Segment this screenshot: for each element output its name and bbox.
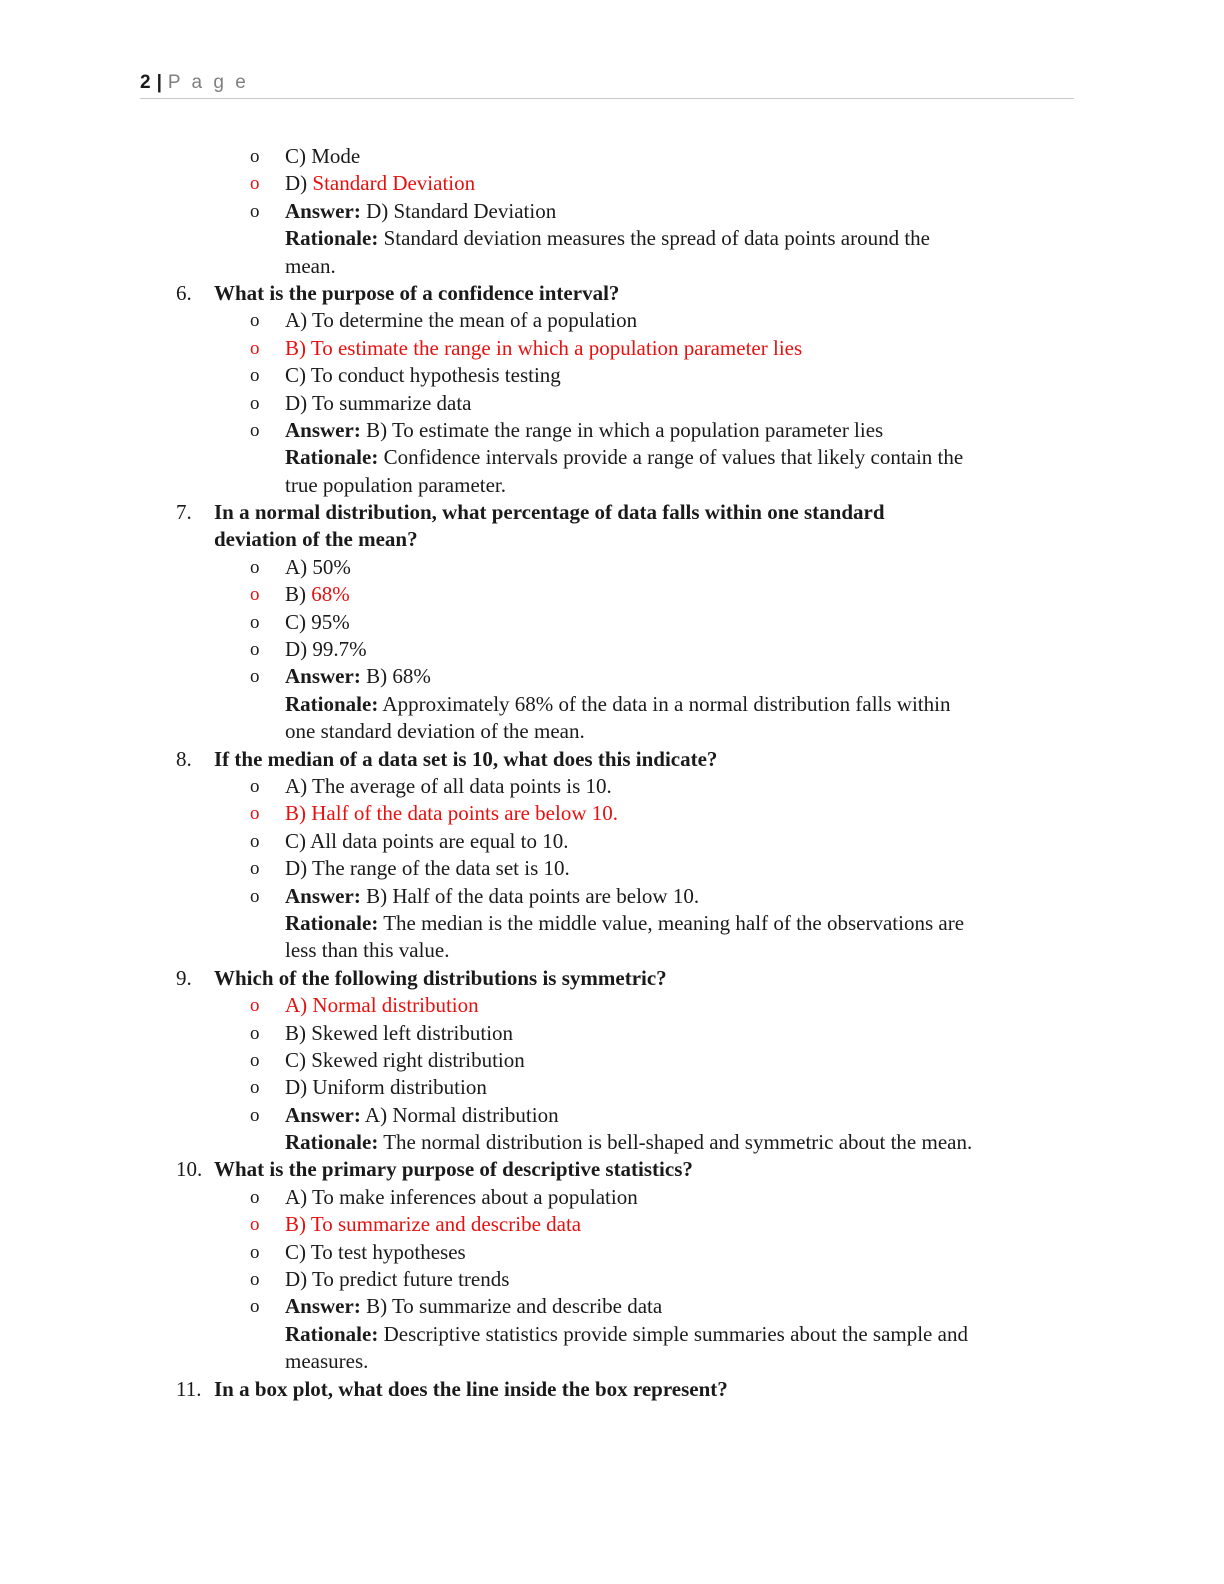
bullet-icon: o [250, 803, 260, 825]
question-text: Which of the following distributions is symmetric? [214, 965, 667, 990]
document-body [0, 143, 1224, 1403]
list-item [0, 390, 1224, 417]
question-text: In a normal distribution, what percentage of data falls within one standard [214, 500, 885, 525]
question-number: 11. [176, 1376, 202, 1401]
list-item [0, 1266, 1224, 1293]
bullet-icon: o [250, 1241, 260, 1263]
question-number: 8. [176, 746, 192, 771]
bullet-icon: o [250, 337, 260, 359]
question-number: 7. [176, 500, 192, 525]
bullet-icon: o [250, 858, 260, 880]
question-text: What is the purpose of a confidence interval? [214, 280, 620, 305]
option-b: B) To summarize and describe data [285, 1212, 582, 1237]
bullet-icon: o [250, 611, 260, 633]
rationale-line [285, 910, 964, 937]
option-a: A) 50% [285, 554, 351, 579]
answer-text: D) Standard Deviation [360, 198, 557, 223]
option-d: D) To summarize data [285, 390, 472, 415]
bullet-icon: o [250, 419, 260, 441]
option-a: A) To determine the mean of a population [285, 308, 638, 333]
answer-label: Answer: [285, 883, 361, 908]
question-text: If the median of a data set is 10, what does this indicate? [214, 746, 718, 771]
option-c: C) All data points are equal to 10. [285, 828, 569, 853]
list-item [0, 1074, 1224, 1101]
list-item [0, 773, 1224, 800]
list-item [0, 1211, 1224, 1238]
list-item [0, 609, 1224, 636]
correct-option-text: Standard Deviation [312, 171, 476, 196]
list-item [0, 1293, 1224, 1320]
rationale-text: Approximately 68% of the data in a normal distribution falls within [378, 691, 951, 716]
bullet-icon: o [250, 584, 260, 606]
option-d [285, 170, 475, 197]
option-b: B) Skewed left distribution [285, 1020, 514, 1045]
answer-text: A) Normal distribution [360, 1102, 559, 1127]
list-item [0, 828, 1224, 855]
bullet-icon: o [250, 1022, 260, 1044]
page-label: P a g e [167, 72, 249, 93]
answer-label: Answer: [285, 417, 361, 442]
rationale-label: Rationale: [285, 1130, 379, 1155]
list-item [0, 855, 1224, 882]
option-a: A) To make inferences about a population [285, 1184, 638, 1209]
answer-text: B) 68% [360, 664, 431, 689]
question-9 [0, 965, 1224, 992]
rationale-text: one standard deviation of the mean. [285, 719, 585, 744]
correct-option-text: 68% [311, 582, 350, 607]
rationale-text: measures. [285, 1349, 369, 1374]
bullet-icon: o [250, 1296, 260, 1318]
page-header [140, 72, 1074, 99]
list-item [0, 1020, 1224, 1047]
answer [285, 663, 431, 690]
bullet-icon: o [250, 775, 260, 797]
bullet-icon: o [250, 995, 260, 1017]
rationale [0, 1321, 1224, 1348]
page-number: 2 [140, 72, 151, 93]
answer [285, 883, 699, 910]
bullet-icon: o [250, 1269, 260, 1291]
rationale [0, 225, 1224, 252]
bullet-icon: o [250, 885, 260, 907]
rationale-label: Rationale: [285, 1321, 379, 1346]
list-item [0, 1047, 1224, 1074]
rationale-line [285, 225, 930, 252]
list-item [0, 335, 1224, 362]
question-number: 9. [176, 965, 192, 990]
bullet-icon: o [250, 556, 260, 578]
list-item [0, 883, 1224, 910]
option-c: C) To conduct hypothesis testing [285, 363, 561, 388]
list-item [0, 663, 1224, 690]
bullet-icon: o [250, 392, 260, 414]
question-11 [0, 1376, 1224, 1403]
rationale-continued [0, 253, 1224, 280]
bullet-icon: o [250, 830, 260, 852]
answer [285, 1102, 559, 1129]
answer-label: Answer: [285, 664, 361, 689]
list-item [0, 800, 1224, 827]
question-7 [0, 499, 1224, 526]
question-text: What is the primary purpose of descriptive statistics? [214, 1157, 693, 1182]
list-item [0, 143, 1224, 170]
question-6 [0, 280, 1224, 307]
answer [285, 1293, 662, 1320]
rationale-label: Rationale: [285, 910, 379, 935]
option-c: C) To test hypotheses [285, 1239, 466, 1264]
question-text: deviation of the mean? [214, 527, 418, 552]
answer [285, 198, 556, 225]
list-item [0, 198, 1224, 225]
answer-text: B) To summarize and describe data [360, 1294, 663, 1319]
question-8 [0, 746, 1224, 773]
rationale-line [285, 444, 963, 471]
rationale-text: The median is the middle value, meaning half of the observations are [378, 910, 965, 935]
rationale [0, 1129, 1224, 1156]
list-item [0, 992, 1224, 1019]
rationale-continued [0, 472, 1224, 499]
bullet-icon: o [250, 146, 260, 167]
rationale-label: Rationale: [285, 691, 379, 716]
rationale-continued [0, 718, 1224, 745]
rationale-text: The normal distribution is bell-shaped and symmetric about the mean. [378, 1130, 973, 1155]
option-b [285, 581, 350, 608]
rationale-line [285, 1129, 972, 1156]
option-d: D) Uniform distribution [285, 1075, 487, 1100]
option-prefix: D) [285, 171, 313, 196]
rationale-label: Rationale: [285, 445, 379, 470]
rationale-line [285, 1321, 968, 1348]
rationale-text: true population parameter. [285, 472, 507, 497]
bullet-icon: o [250, 365, 260, 387]
rationale-text: Confidence intervals provide a range of values that likely contain the [378, 445, 964, 470]
list-item [0, 636, 1224, 663]
rationale [0, 910, 1224, 937]
list-item [0, 581, 1224, 608]
option-a: A) Normal distribution [285, 993, 479, 1018]
answer [285, 417, 883, 444]
list-item [0, 307, 1224, 334]
header-separator: | [156, 72, 162, 93]
rationale-text: less than this value. [285, 938, 450, 963]
rationale-continued [0, 937, 1224, 964]
bullet-icon: o [250, 666, 260, 688]
answer-label: Answer: [285, 1102, 361, 1127]
question-number: 10. [176, 1157, 203, 1182]
option-d: D) 99.7% [285, 637, 367, 662]
rationale-text: mean. [285, 253, 336, 278]
answer-text: B) To estimate the range in which a population parameter lies [360, 417, 884, 442]
option-b: B) To estimate the range in which a population parameter lies [285, 335, 803, 360]
option-c: C) 95% [285, 609, 350, 634]
answer-label: Answer: [285, 1294, 361, 1319]
rationale-continued [0, 1348, 1224, 1375]
bullet-icon: o [250, 1104, 260, 1126]
rationale-text: Standard deviation measures the spread of data points around the [378, 226, 930, 251]
bullet-icon: o [250, 200, 260, 222]
option-b: B) Half of the data points are below 10. [285, 801, 618, 826]
bullet-icon: o [250, 1049, 260, 1071]
option-c: C) Mode [285, 144, 361, 168]
answer-label: Answer: [285, 198, 361, 223]
option-d: D) The range of the data set is 10. [285, 856, 570, 881]
bullet-icon: o [250, 1077, 260, 1099]
rationale [0, 691, 1224, 718]
question-7-continued [0, 526, 1224, 553]
bullet-icon: o [250, 310, 260, 332]
rationale-text: Descriptive statistics provide simple summaries about the sample and [378, 1321, 968, 1346]
rationale-label: Rationale: [285, 226, 379, 251]
question-number: 6. [176, 280, 192, 305]
rationale-line [285, 691, 950, 718]
bullet-icon: o [250, 639, 260, 661]
list-item [0, 417, 1224, 444]
bullet-icon: o [250, 173, 260, 195]
list-item [0, 554, 1224, 581]
answer-text: B) Half of the data points are below 10. [360, 883, 700, 908]
question-10 [0, 1156, 1224, 1183]
option-a: A) The average of all data points is 10. [285, 773, 612, 798]
list-item [0, 362, 1224, 389]
list-item [0, 1184, 1224, 1211]
list-item [0, 1239, 1224, 1266]
option-d: D) To predict future trends [285, 1267, 510, 1292]
bullet-icon: o [250, 1214, 260, 1236]
bullet-icon: o [250, 1186, 260, 1208]
option-prefix: B) [285, 582, 312, 607]
option-c: C) Skewed right distribution [285, 1047, 525, 1072]
question-text: In a box plot, what does the line inside the box represent? [214, 1376, 728, 1401]
list-item [0, 170, 1224, 197]
list-item [0, 1102, 1224, 1129]
rationale [0, 444, 1224, 471]
